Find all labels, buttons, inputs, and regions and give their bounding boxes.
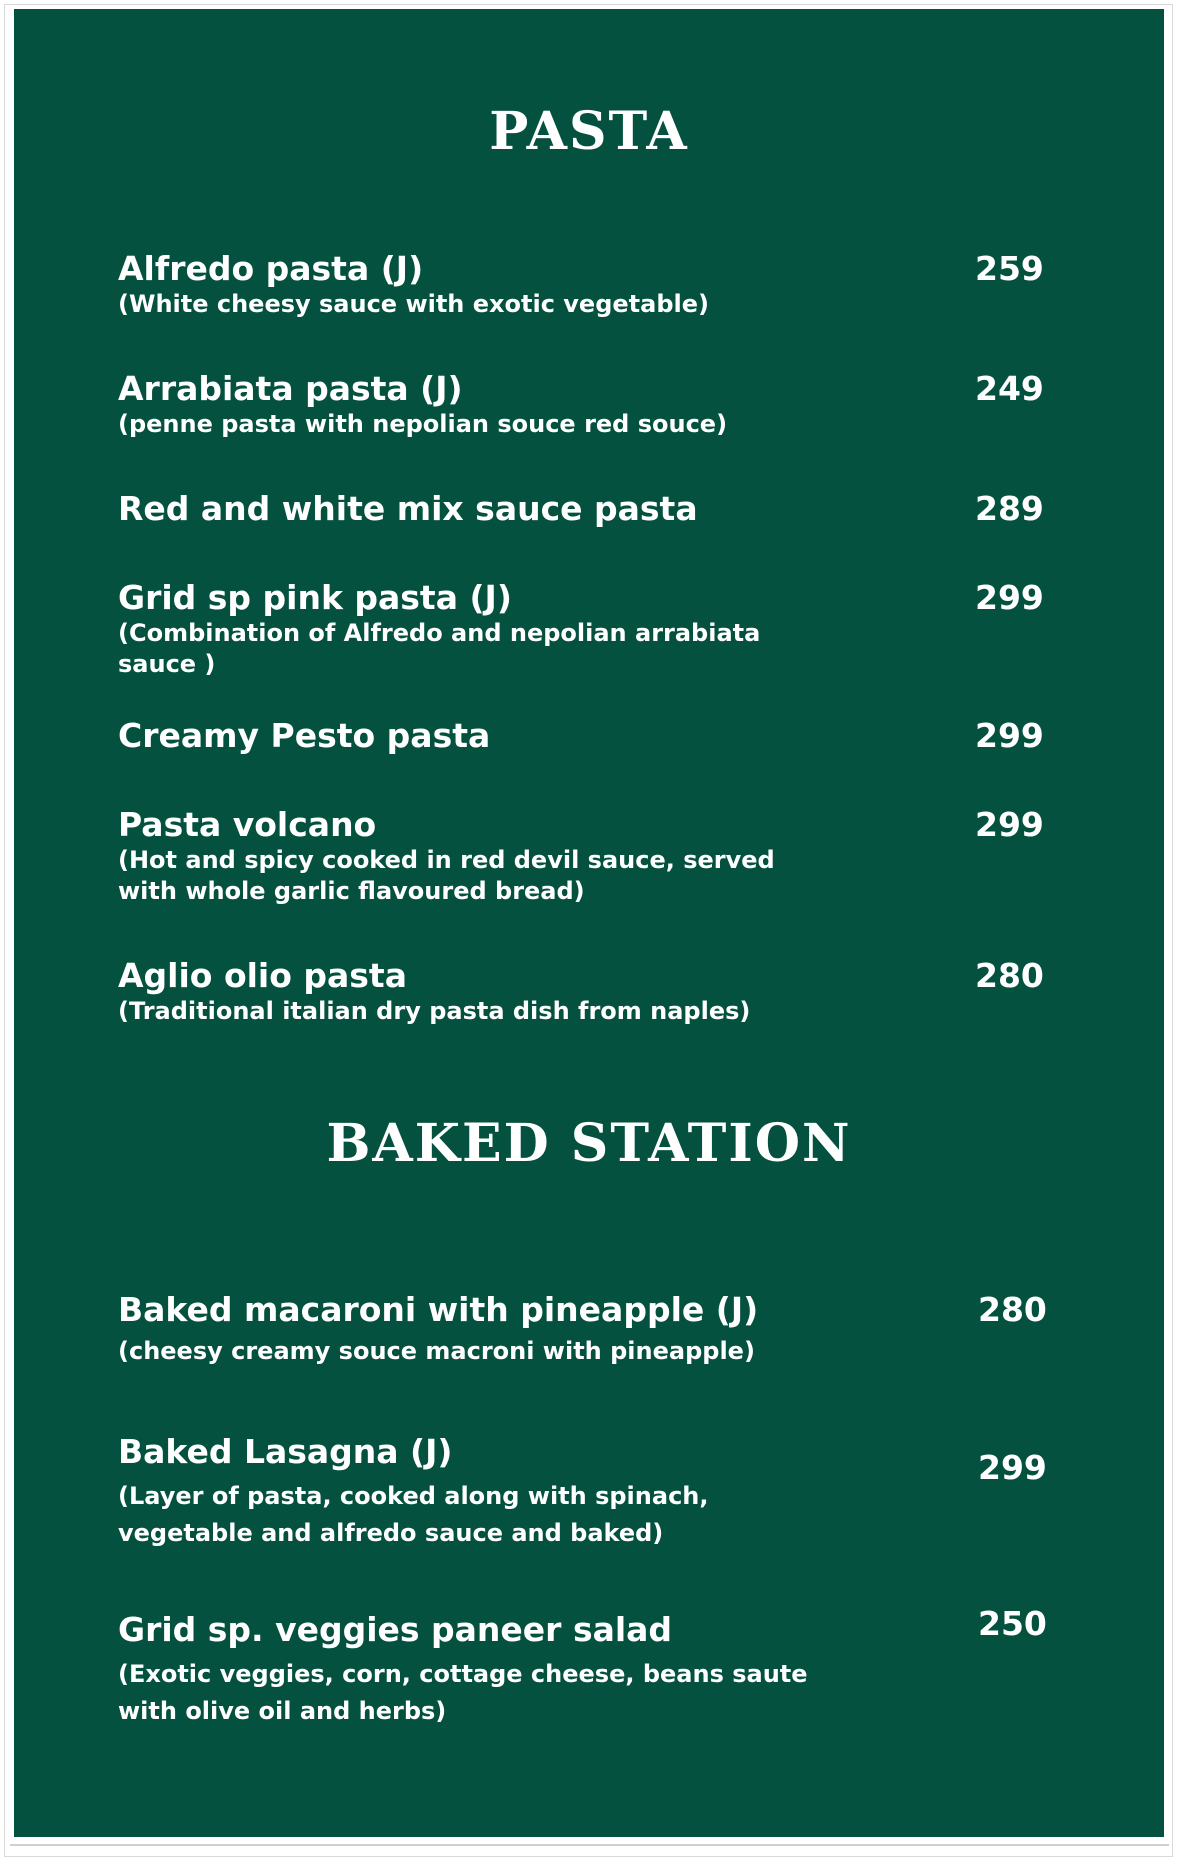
bottom-divider	[10, 1844, 1169, 1846]
item-price: 280	[975, 956, 1044, 995]
item-name: Creamy Pesto pasta	[118, 716, 491, 755]
item-price: 299	[978, 1448, 1047, 1487]
item-description: (Traditional italian dry pasta dish from naples)	[118, 997, 751, 1025]
baked-station-section-title: BAKED STATION	[326, 1113, 852, 1174]
pasta-section-title: PASTA	[489, 101, 689, 162]
item-price: 250	[978, 1604, 1047, 1643]
item-price: 299	[975, 805, 1044, 844]
item-price: 259	[975, 249, 1044, 288]
item-price: 299	[975, 716, 1044, 755]
menu-panel	[14, 9, 1164, 1837]
item-name: Red and white mix sauce pasta	[118, 489, 698, 528]
item-name: Baked macaroni with pineapple (J)	[118, 1290, 759, 1329]
item-price: 289	[975, 489, 1044, 528]
item-name: Baked Lasagna (J)	[118, 1432, 453, 1471]
item-description: (Hot and spicy cooked in red devil sauce, served with whole garlic flavoured bread)	[118, 846, 775, 905]
item-description: (White cheesy sauce with exotic vegetable)	[118, 290, 709, 318]
item-name: Arrabiata pasta (J)	[118, 369, 463, 408]
item-description: (Combination of Alfredo and nepolian arrabiata sauce )	[118, 619, 761, 678]
item-name: Pasta volcano	[118, 805, 377, 844]
item-description: (Exotic veggies, corn, cottage cheese, beans saute with olive oil and herbs)	[118, 1660, 808, 1725]
item-name: Alfredo pasta (J)	[118, 249, 424, 288]
item-price: 280	[978, 1290, 1047, 1329]
item-name: Aglio olio pasta	[118, 956, 407, 995]
item-price: 249	[975, 369, 1044, 408]
item-description: (cheesy creamy souce macroni with pineapple)	[118, 1337, 755, 1365]
item-description: (Layer of pasta, cooked along with spinach, vegetable and alfredo sauce and baked)	[118, 1482, 709, 1547]
item-price: 299	[975, 578, 1044, 617]
item-name: Grid sp pink pasta (J)	[118, 578, 512, 617]
item-name: Grid sp. veggies paneer salad	[118, 1610, 673, 1649]
item-description: (penne pasta with nepolian souce red souce)	[118, 410, 728, 438]
